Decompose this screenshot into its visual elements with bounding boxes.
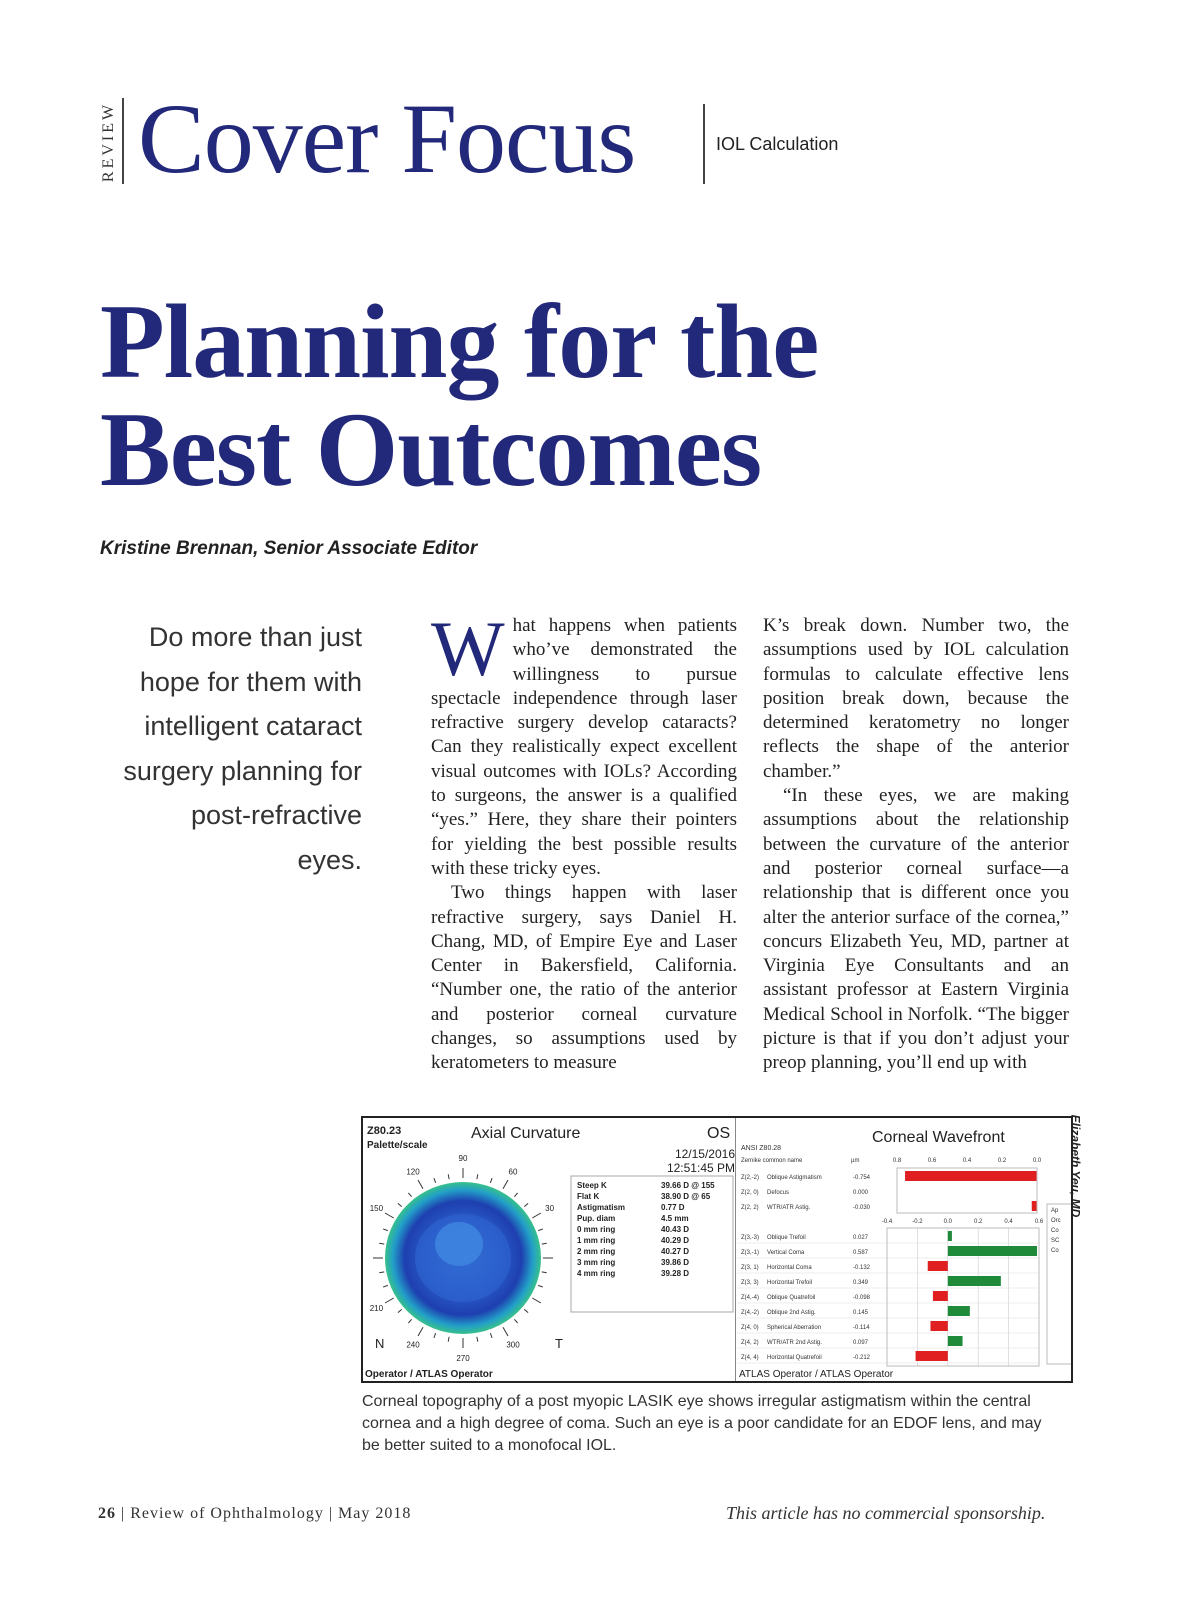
map-tick	[490, 1333, 492, 1338]
map-tick	[398, 1203, 402, 1206]
topography-figure	[361, 1116, 1073, 1383]
zernike-value: -0.030	[853, 1205, 871, 1211]
stat-value: 39.66 D @ 155	[661, 1181, 715, 1190]
map-tick	[408, 1319, 411, 1323]
zernike-code: Z(3, 1)	[741, 1265, 759, 1271]
zernike-value: -0.114	[853, 1325, 870, 1331]
axial-curvature-map	[363, 1118, 735, 1383]
zernike-value: -0.098	[853, 1295, 871, 1301]
map-axis-label: 240	[406, 1340, 420, 1350]
map-tick	[542, 1243, 547, 1244]
top-scale-label: 0.4	[962, 1158, 972, 1164]
exam-time: 12:51:45 PM	[666, 1161, 735, 1175]
bottom-scale-label: 0.0	[943, 1219, 952, 1225]
bottom-scale-label: -0.2	[912, 1219, 923, 1225]
wavefront-bar	[930, 1321, 947, 1331]
map-tick	[477, 1174, 478, 1179]
bottom-scale-label: 0.4	[1004, 1219, 1013, 1225]
stats-list	[577, 1181, 715, 1278]
zernike-code: Z(4,-2)	[741, 1310, 759, 1316]
wavefront-unit: µm	[851, 1158, 860, 1164]
nasal-label: N	[375, 1336, 385, 1351]
zernike-name: WTR/ATR Astig.	[767, 1205, 811, 1211]
zernike-code: Z(2, 2)	[741, 1205, 759, 1211]
issue-date: May 2018	[338, 1505, 412, 1522]
zernike-value: 0.145	[853, 1310, 869, 1316]
stat-value: 40.43 D	[661, 1225, 690, 1234]
top-scale-label: 0.2	[997, 1158, 1007, 1164]
wavefront-bar	[916, 1351, 948, 1361]
stat-label: Steep K	[577, 1181, 607, 1190]
map-axis-label: 120	[406, 1167, 420, 1177]
stat-value: 40.27 D	[661, 1247, 690, 1256]
body-paragraph	[431, 605, 737, 881]
bottom-scale-label: -0.4	[881, 1219, 893, 1225]
temporal-label: T	[555, 1336, 563, 1351]
map-tick	[408, 1193, 411, 1197]
stat-label: 3 mm ring	[577, 1258, 616, 1267]
side-legend-label: SC	[1051, 1238, 1060, 1244]
map-tick	[418, 1327, 423, 1336]
zernike-code: Z(4,-4)	[741, 1295, 759, 1301]
map-axis-label: 270	[456, 1354, 470, 1363]
map-tick	[538, 1285, 543, 1287]
figure-divider	[735, 1118, 736, 1383]
section-title: Cover Focus	[138, 83, 636, 194]
bottom-scale-label: 0.2	[974, 1219, 983, 1225]
zernike-name: Spherical Aberration	[767, 1325, 822, 1331]
left-operator: Operator / ATLAS Operator	[365, 1369, 493, 1380]
zernike-name: Horizontal Trefoil	[767, 1280, 813, 1286]
map-tick	[524, 1309, 528, 1312]
map-tick	[532, 1213, 541, 1218]
map-axis-label: 150	[369, 1204, 384, 1213]
zernike-value: 0.027	[853, 1235, 869, 1241]
map-corner-sub: Palette/scale	[367, 1140, 428, 1151]
map-tick	[418, 1180, 423, 1189]
wavefront-bar	[948, 1336, 963, 1346]
map-tick	[542, 1272, 547, 1273]
map-tick	[514, 1319, 517, 1323]
article-deck: Do more than just hope for them with intelligent cataract surgery planning for post-refractive eyes.	[123, 622, 362, 875]
zernike-value: -0.754	[853, 1175, 871, 1181]
wavefront-bar	[905, 1171, 1037, 1181]
review-vertical-label	[98, 102, 120, 182]
stat-value: 39.28 D	[661, 1269, 690, 1278]
map-tick	[379, 1272, 384, 1273]
map-tick	[385, 1298, 394, 1303]
zernike-value: -0.212	[853, 1355, 871, 1361]
side-legend-label: Co	[1051, 1228, 1059, 1234]
map-axis-label: 30	[545, 1204, 555, 1213]
page-footer	[98, 1505, 411, 1523]
curvature-map-core	[435, 1222, 483, 1266]
map-tick	[503, 1180, 508, 1189]
footer-separator: |	[121, 1505, 131, 1522]
photo-credit-text: Elizabeth Yeu, MD	[1068, 1114, 1082, 1218]
side-legend-label: Orc	[1051, 1218, 1061, 1224]
map-tick	[524, 1203, 528, 1206]
map-axis-label: 90	[458, 1154, 468, 1163]
zernike-code: Z(4, 4)	[741, 1355, 759, 1361]
publication-name: Review of Ophthalmology	[130, 1505, 324, 1522]
map-tick	[538, 1229, 543, 1231]
corneal-wavefront-chart	[737, 1118, 1073, 1383]
map-tick	[532, 1298, 541, 1303]
side-legend-label: Ap	[1051, 1208, 1059, 1214]
stat-label: Pup. diam	[577, 1214, 616, 1223]
map-tick	[448, 1174, 449, 1179]
wavefront-rows	[737, 1158, 1073, 1366]
body-paragraph: Two things happen with laser refractive surgery, says Daniel H. Chang, MD, of Empire Eye and Laser Center in Bakersfield, California. “Number one, the ratio of the anterior and posterior corneal curvature changes, so assumptions used by keratometers to measure	[431, 882, 737, 1074]
zernike-name: Oblique Astigmatism	[767, 1175, 822, 1181]
headline-line-1: Planning for the	[100, 283, 819, 400]
map-axis-label: 60	[508, 1167, 518, 1177]
zernike-code: Z(4, 2)	[741, 1340, 759, 1346]
stat-label: Flat K	[577, 1192, 600, 1201]
byline: Kristine Brennan, Senior Associate Editor	[100, 538, 478, 559]
zernike-value: 0.587	[853, 1250, 869, 1256]
wavefront-header: Zernike common name	[741, 1158, 803, 1164]
stat-label: 0 mm ring	[577, 1225, 616, 1234]
sponsorship-note: This article has no commercial sponsorship.	[726, 1503, 1046, 1523]
top-scale-label: 0.0	[1032, 1158, 1042, 1164]
photo-credit	[1064, 1116, 1086, 1216]
body-paragraph: K’s break down. Number two, the assumptions used by IOL calculation formulas to calculate effective lens position break down, because the determined keratometry no longer reflects the shape of the anterior chamber.”	[763, 615, 1069, 782]
map-tick	[514, 1193, 517, 1197]
map-corner-id: Z80.23	[367, 1125, 402, 1137]
stat-value: 39.86 D	[661, 1258, 690, 1267]
axial-title: Axial Curvature	[471, 1125, 581, 1142]
page-number: 26	[98, 1505, 116, 1522]
paragraph-text: hat happens when patients who’ve demonstrated the willingness to pursue spectacle independence through laser refractive surgery develop cataracts? Can they realistically expect excellent visual outcomes with IOLs? According to surgeons, the answer is a qualified “yes.” Here, they share their pointers for yielding the best possible results with these tricky eyes.	[431, 615, 737, 879]
map-tick	[477, 1337, 478, 1342]
map-tick	[379, 1243, 384, 1244]
zernike-value: -0.132	[853, 1265, 871, 1271]
map-tick	[448, 1337, 449, 1342]
section-header	[98, 83, 858, 194]
wavefront-bar	[948, 1306, 970, 1316]
wavefront-bar	[948, 1246, 1037, 1256]
wavefront-bar	[1032, 1201, 1037, 1211]
wavefront-bar	[928, 1261, 948, 1271]
map-axis-label: 300	[506, 1340, 520, 1350]
zernike-code: Z(4, 0)	[741, 1325, 759, 1331]
section-tag: IOL Calculation	[716, 134, 839, 154]
zernike-code: Z(2,-2)	[741, 1175, 759, 1181]
stat-label: 4 mm ring	[577, 1269, 616, 1278]
wavefront-bar	[948, 1276, 1001, 1286]
map-tick	[398, 1309, 402, 1312]
zernike-name: Vertical Coma	[767, 1250, 805, 1256]
eye-label: OS	[707, 1125, 731, 1142]
wavefront-title: Corneal Wavefront	[872, 1129, 1005, 1146]
map-tick	[503, 1327, 508, 1336]
zernike-name: Horizontal Quatrefoil	[767, 1355, 822, 1361]
exam-date: 12/15/2016	[674, 1147, 735, 1161]
stat-label: 2 mm ring	[577, 1247, 616, 1256]
wavefront-model: ANSI Z80.28	[741, 1145, 782, 1152]
right-operator: ATLAS Operator / ATLAS Operator	[739, 1369, 894, 1380]
zernike-value: 0.000	[853, 1190, 869, 1196]
footer-separator: |	[328, 1505, 339, 1522]
body-column-2	[763, 614, 1069, 1076]
wavefront-bar	[948, 1231, 952, 1241]
stat-value: 4.5 mm	[661, 1214, 689, 1223]
zernike-name: WTR/ATR 2nd Astig.	[767, 1340, 822, 1346]
corneal-wavefront-panel	[737, 1118, 1073, 1383]
body-paragraph: “In these eyes, we are making assumptions about the relationship between the curvature of the anterior and posterior corneal surface—a relationship that is different once you alter the anterior surface of the cornea,” concurs Elizabeth Yeu, MD, partner at Virginia Eye Consultants and an assistant professor at Eastern Virginia Medical School in Norfolk. “The bigger picture is that if you don’t adjust your preop planning, you’ll end up with	[763, 785, 1069, 1074]
header-divider-left	[122, 98, 124, 184]
header-divider-right	[703, 104, 705, 184]
headline-line-2: Best Outcomes	[100, 391, 762, 508]
stat-value: 0.77 D	[661, 1203, 685, 1212]
review-label-text: REVIEW	[100, 101, 118, 183]
stat-value: 38.90 D @ 65	[661, 1192, 711, 1201]
map-tick	[383, 1285, 388, 1287]
zernike-code: Z(2, 0)	[741, 1190, 759, 1196]
zernike-name: Oblique Quatrefoil	[767, 1295, 816, 1301]
map-tick	[383, 1229, 388, 1231]
wavefront-bar	[933, 1291, 948, 1301]
zernike-code: Z(3, 3)	[741, 1280, 759, 1286]
zernike-value: 0.349	[853, 1280, 869, 1286]
map-tick	[434, 1333, 436, 1338]
top-scale-label: 0.8	[892, 1158, 902, 1164]
body-column-1	[431, 605, 737, 1076]
zernike-code: Z(3,-1)	[741, 1250, 759, 1256]
stat-label: 1 mm ring	[577, 1236, 616, 1245]
figure-caption: Corneal topography of a post myopic LASIK eye shows irregular astigmatism within the central cornea and a high degree of coma. Such an eye is a poor candidate for an EDOF lens, and may be better suited to a monofocal IOL.	[362, 1393, 1042, 1454]
zernike-name: Defocus	[767, 1190, 790, 1196]
zernike-name: Oblique 2nd Astig.	[767, 1310, 816, 1316]
stat-value: 40.29 D	[661, 1236, 690, 1245]
map-tick	[490, 1178, 492, 1183]
zernike-name: Horizontal Coma	[767, 1265, 812, 1271]
article-headline	[100, 283, 1000, 508]
zernike-value: 0.097	[853, 1340, 869, 1346]
drop-cap: W	[431, 605, 505, 692]
zernike-code: Z(3,-3)	[741, 1235, 759, 1241]
bottom-scale-label: 0.6	[1034, 1219, 1044, 1225]
top-scale-label: 0.6	[927, 1158, 937, 1164]
stat-label: Astigmatism	[577, 1203, 626, 1212]
map-axis-label: 210	[369, 1304, 384, 1313]
map-tick	[385, 1213, 394, 1218]
side-legend-label: Co	[1051, 1248, 1059, 1254]
axial-curvature-panel	[363, 1118, 735, 1383]
zernike-name: Oblique Trefoil	[767, 1235, 806, 1241]
map-tick	[434, 1178, 436, 1183]
